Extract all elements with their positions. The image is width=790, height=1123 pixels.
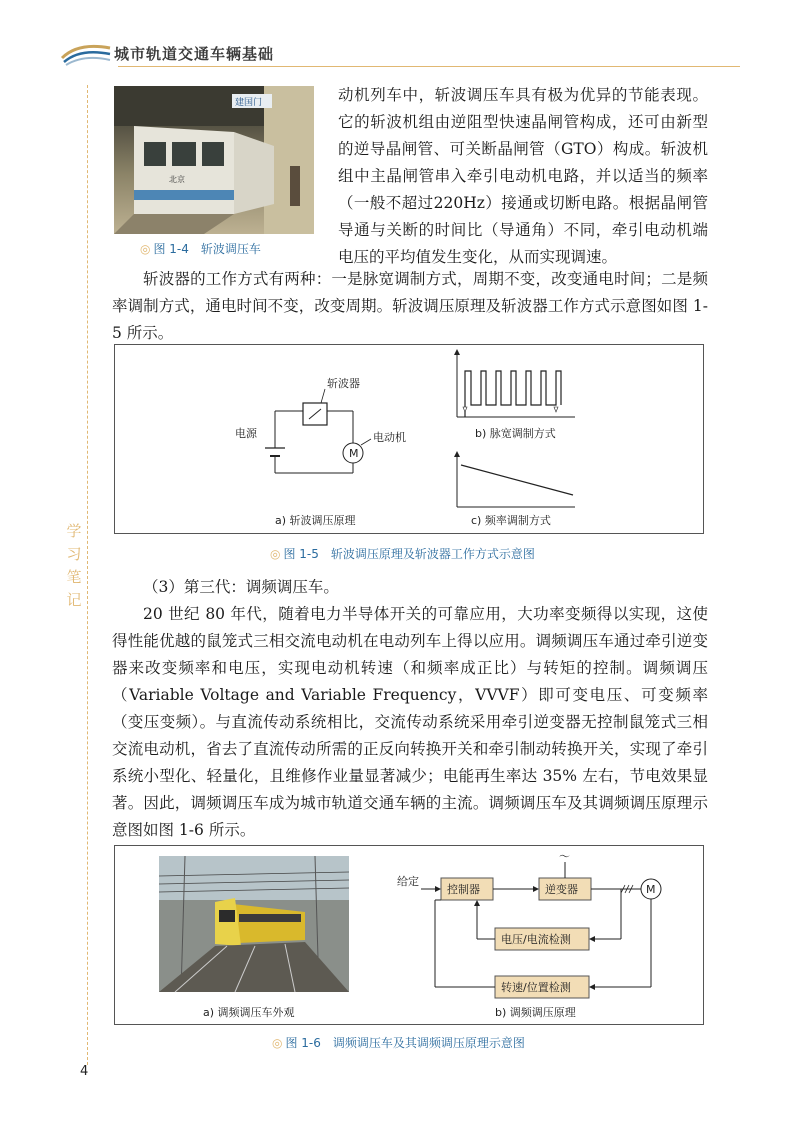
svg-text:逆变器: 逆变器 (545, 883, 578, 896)
paragraph-chopper-train: 动机列车中，斩波调压车具有极为优异的节能表现。它的斩波机组由逆阻型快速晶闸管构成，还可由新型的逆导晶闸管、可关断晶闸管（GTO）构成。斩波机组中主晶闸管串入牵引电动机电路，并以适当的频率（一般不超过220Hz）接通或切断电路。根据晶闸管导通与关断的时间比（导通角）不同，牵引电动机端电压的平均值发生变化，从而实现调速。 (338, 86, 708, 266)
caption-mark-icon: ◎ (270, 547, 281, 561)
figure-1-6 (114, 845, 704, 1025)
train-label: 北京 (169, 175, 185, 184)
study-notes-label: 学习笔记 (66, 522, 82, 609)
svg-text:电压/电流检测: 电压/电流检测 (501, 933, 571, 946)
svg-text:M: M (349, 447, 359, 460)
figure-1-6-caption: ◎ 图 1-6 调频调压车及其调频调压原理示意图 (272, 1036, 525, 1050)
paragraph-vvvf: 20 世纪 80 年代，随着电力半导体开关的可靠应用，大功率变频得以实现，这使得性能优越的鼠笼式三相交流电动机在电动列车上得以应用。调频调压车通过牵引逆变器来改变频率和电压，实现电动机转速（和频率成正比）与转矩的控制。调频调压（Variable Voltage and Variable Frequency，VVVF）即可变电压、可变频率（变压变频）。与直流传动系统相比，交流传动系统采用牵引逆变器无控制鼠笼式三相交流电动机，省去了直流传动所需的正反向转换开关和牵引制动转换开关，实现了牵引系统小型化、轻量化，且维修作业量显著减少；电能再生率达 35% 左右，节电效果显著。因此，调频调压车成为城市轨道交通车辆的主流。调频调压车及其调频调压原理示意图如图 1-6 所示。 (112, 605, 708, 839)
figure-1-4-caption: ◎ 图 1-4 斩波调压车 (140, 242, 261, 256)
svg-text:M: M (646, 883, 656, 896)
vvvf-train-photo (159, 856, 349, 992)
sub-caption-a: a) 调频调压车外观 (203, 1006, 295, 1019)
sub-caption-c: c) 频率调制方式 (471, 514, 551, 527)
caption-mark-icon: ◎ (140, 242, 151, 256)
station-sign: 建国门 (235, 98, 263, 108)
paragraph-chopper-modes: 斩波器的工作方式有两种：一是脉宽调制方式，周期不变，改变通电时间；二是频率调制方式，通电时间不变，改变周期。斩波调压原理及斩波器工作方式示意图如图 1-5 所示。 (112, 270, 708, 342)
label-chopper: 斩波器 (327, 377, 360, 390)
side-dashed-line (87, 85, 88, 1065)
sub-caption-a: a) 斩波调压原理 (275, 514, 356, 527)
sub-caption-b: b) 脉宽调制方式 (475, 427, 556, 440)
heading-third-generation: （3）第三代：调频调压车。 (143, 578, 339, 596)
page-number: 4 (80, 1064, 89, 1079)
pwm-waveform (465, 371, 561, 417)
page-header (60, 38, 740, 68)
svg-text:转速/位置检测: 转速/位置检测 (501, 981, 571, 994)
sub-caption-b: b) 调频调压原理 (495, 1006, 576, 1019)
label-motor: 电动机 (373, 431, 406, 444)
frequency-line (461, 465, 573, 495)
label-given: 给定 (397, 875, 419, 888)
book-logo-icon (60, 38, 112, 66)
label-power: 电源 (235, 427, 257, 440)
chopper-train-photo (114, 86, 314, 234)
figure-1-5-caption: ◎ 图 1-5 斩波调压原理及斩波器工作方式示意图 (270, 547, 535, 561)
ac-source-icon: ～ (559, 850, 570, 863)
book-title: 城市轨道交通车辆基础 (114, 45, 275, 63)
svg-text:控制器: 控制器 (447, 883, 480, 896)
caption-mark-icon: ◎ (272, 1036, 283, 1050)
figure-1-5 (114, 344, 704, 534)
header-divider (118, 66, 740, 67)
